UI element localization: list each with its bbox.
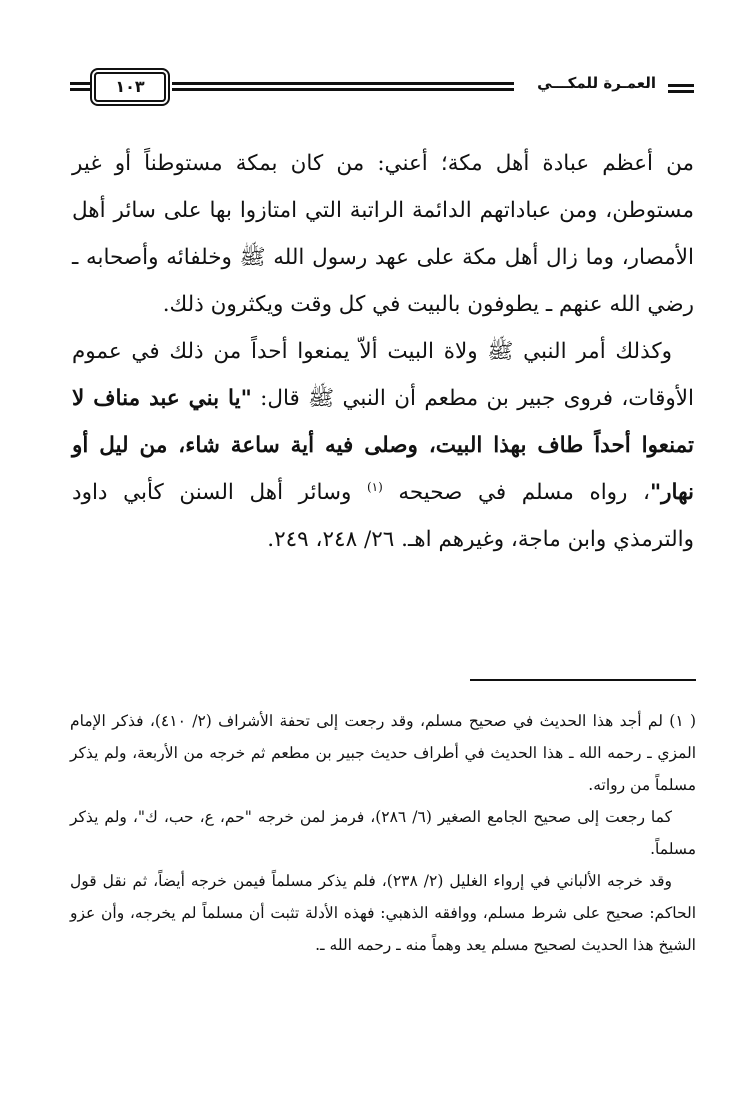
page-number: ١٠٣ [94, 72, 166, 102]
footnote-para-1: ( ١) لم أجد هذا الحديث في صحيح مسلم، وقد رجعت إلى تحفة الأشراف (٢/ ٤١٠)، فذكر الإمام المزي ـ رحمه الله ـ هذا الحديث في أطراف حديث جبير بن مطعم ثم خرجه من الأربعة، ولم يذكر مسلماً من رواته. [70, 712, 696, 794]
footnote-para-2: كما رجعت إلى صحيح الجامع الصغير (٦/ ٢٨٦)، فرمز لمن خرجه "حم، ع، حب، ك"، ولم يذكر مسلماً. [70, 808, 696, 858]
paragraph-2-intro: وكذلك أمر النبي ﷺ ولاة البيت ألاّ يمنعوا أحداً من ذلك في عموم الأوقات، فروى جبير بن مطعم أن النبي ﷺ قال: [72, 339, 694, 411]
header-ornament-right [668, 84, 694, 96]
hadith-quote: "يا بني عبد مناف لا تمنعوا أحداً طاف بهذا البيت، وصلى فيه أية ساعة شاء، من ليل أو نهار" [72, 386, 694, 505]
footnote-reference: (١) [366, 479, 383, 494]
paragraph-2-source: ، رواه مسلم في صحيحه [398, 480, 650, 505]
paragraph-1: من أعظم عبادة أهل مكة؛ أعني: من كان بمكة مستوطناً أو غير مستوطن، ومن عباداتهم الدائمة الراتبة التي امتازوا بها على سائر أهل الأمصار، وما زال أهل مكة على عهد رسول الله ﷺ وخلفائه وأصحابه ـ رضي الله عنهم ـ يطوفون بالبيت في كل وقت ويكثرون ذلك. [72, 151, 694, 317]
paragraph-2 [72, 328, 694, 563]
running-header [70, 72, 694, 106]
running-title: العمـرة للمكـــي [537, 74, 656, 92]
footnote-separator [470, 679, 696, 681]
header-rule [172, 82, 514, 94]
paragraph-2-end: وسائر أهل السنن كأبي داود والترمذي وابن ماجة، وغيرهم اهـ. ٢٦/ ٢٤٨، ٢٤٩. [72, 480, 694, 552]
footnote-para-3: وقد خرجه الألباني في إرواء الغليل (٢/ ٢٣٨)، فلم يذكر مسلماً فيمن خرجه أيضاً، ثم نقل قول الحاكم: صحيح على شرط مسلم، ووافقه الذهبي: فهذه الأدلة تثبت أن مسلماً لم يخرجه، وأن عزو الشيخ هذا الحديث لصحيح مسلم يعد وهماً منه ـ رحمه الله ـ. [70, 872, 696, 954]
main-text [72, 140, 694, 563]
footnote [70, 705, 696, 961]
header-ornament-left [70, 82, 92, 94]
